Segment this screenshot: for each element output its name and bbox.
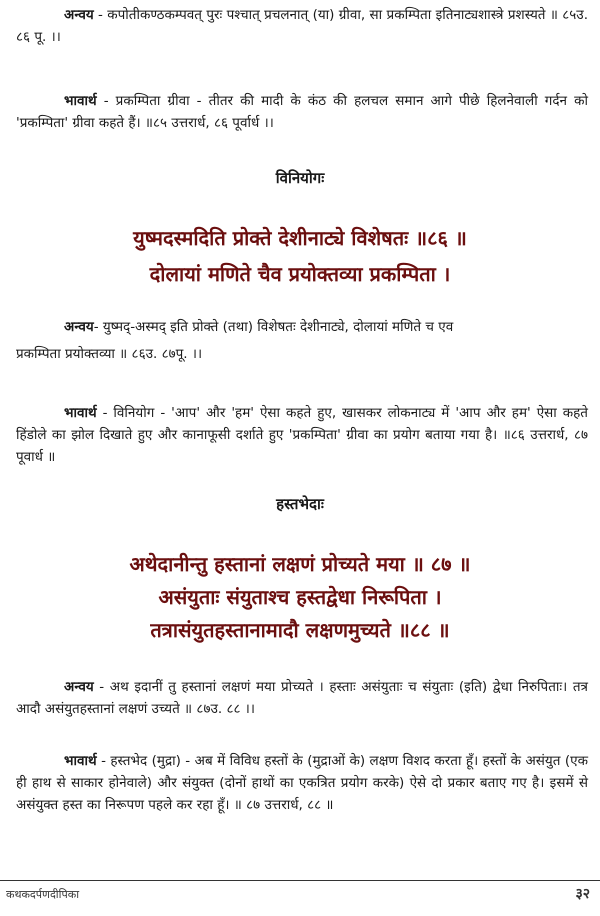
bhavarth-paragraph-1 (16, 90, 588, 134)
verse-line: अथेदानीन्तु हस्तानां लक्षणं प्रोच्यते मया ॥ ८७ ॥ (129, 552, 471, 576)
verse-line: तत्रासंयुतहस्तानामादौ लक्षणमुच्यते ॥८८ ॥ (150, 618, 450, 642)
bhavarth-label: भावार्थ (64, 405, 97, 421)
verse-line: असंयुताः संयुताश्च हस्तद्वेधा निरूपिता । (158, 585, 442, 609)
bhavarth-label: भावार्थ (64, 753, 97, 769)
anvaya-paragraph-2 (16, 316, 588, 338)
bhavarth-paragraph-3 (16, 750, 588, 816)
bhavarth-text: - प्रकम्पिता ग्रीवा - तीतर की मादी के कंठ की हलचल समान आगे पीछे हिलनेवाली गर्दन को 'प्रकम्पिता' ग्रीवा कहते हैं। ॥८५ उत्तरार्ध, ८६ पूर्वार्ध ।। (16, 93, 588, 131)
page-number: ३२ (575, 886, 590, 902)
anvaya-paragraph-1 (16, 4, 588, 48)
verse-line: युष्मदस्मदिति प्रोक्ते देशीनाट्ये विशेषतः ॥८६ ॥ (133, 226, 467, 250)
anvaya-label: अन्वय (64, 679, 94, 695)
bhavarth-label: भावार्थ (64, 93, 97, 109)
anvaya-paragraph-3 (16, 676, 588, 720)
anvaya-label: अन्वय (64, 319, 94, 335)
footer-divider (0, 880, 600, 881)
section-heading-viniyoga: विनियोगः (275, 169, 325, 187)
anvaya-text: - अथ इदानीं तु हस्तानां लक्षणं मया प्रोच्यते । हस्ताः असंयुताः च संयुताः (इति) द्वेधा निरुपिताः। तत्र आदौ असंयुतहस्तानां लक्षणं उच्यते ॥ ८७उ. ८८ ।। (16, 679, 588, 717)
anvaya-text: - युष्मद्-अस्मद् इति प्रोक्ते (तथा) विशेषतः देशीनाट्ये, दोलायां मणिते च एव (93, 319, 454, 335)
anvaya-paragraph-2-cont: प्रकम्पिता प्रयोक्तव्या ॥ ८६उ. ८७पू. ।। (16, 346, 203, 362)
anvaya-text: - कपोतीकण्ठकम्पवत् पुरः पश्चात् प्रचलनात् (या) ग्रीवा, सा प्रकम्पिता इतिनाट्यशास्त्रे प्रशस्यते ॥ ८५उ. ८६ पू. ।। (16, 7, 588, 45)
section-heading-hastabheda: हस्तभेदाः (276, 495, 324, 513)
bhavarth-paragraph-2 (16, 402, 588, 468)
bhavarth-text: - विनियोग - 'आप' और 'हम' ऐसा कहते हुए, खासकर लोकनाट्य में 'आप और हम' ऐसा कहते हिंडोले का झोल दिखाते हुए और कानाफूसी दर्शाते हुए 'प्रकम्पिता' ग्रीवा का प्रयोग बताया गया है। ॥८६ उत्तरार्ध, ८७ पूवार्ध ॥ (16, 405, 588, 465)
anvaya-label: अन्वय (64, 7, 94, 23)
bhavarth-text: - हस्तभेद (मुद्रा) - अब में विविध हस्तों के (मुद्राओं के) लक्षण विशद करता हूँ। हस्तों के असंयुत (एक ही हाथ से साकार होनेवाले) और संयुक्त (दोनों हाथों का एकत्रित प्रयोग करके) ऐसे दो प्रकार बताए गए है। इसमें से असंयुक्त हस्त का निरूपण पहले कर रहा हूँ। ॥ ८७ उत्तरार्ध, ८८ ॥ (16, 753, 588, 813)
footer-book-title: कथकदर्पणदीपिका (6, 888, 80, 901)
verse-line: दोलायां मणिते चैव प्रयोक्तव्या प्रकम्पिता । (149, 262, 451, 286)
